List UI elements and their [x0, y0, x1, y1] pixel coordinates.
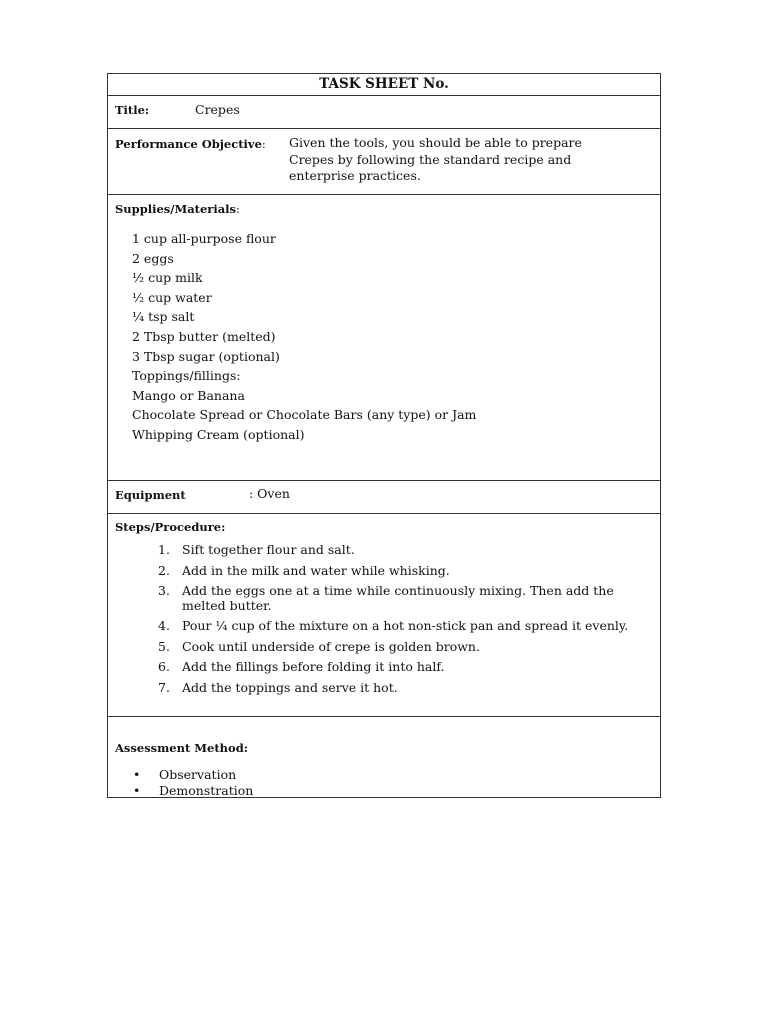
step-text: Cook until underside of crepe is golden brown. [182, 638, 480, 654]
supplies-label: Supplies/Materials: [115, 202, 240, 216]
steps-row [108, 514, 660, 717]
step-item [158, 660, 654, 675]
title-row [108, 96, 660, 129]
objective-line: Crepes by following the standard recipe and [289, 151, 572, 167]
step-text: Add the fillings before folding it into half. [182, 659, 445, 674]
title-label: Title: [115, 103, 150, 117]
task-sheet-title: TASK SHEET No. [319, 76, 449, 92]
supply-item: ½ cup milk [132, 270, 203, 286]
steps-list [158, 543, 654, 701]
supply-item: 1 cup all-purpose flour [132, 231, 276, 246]
performance-objective-label: Performance Objective: [115, 137, 266, 151]
assessment-list [133, 767, 253, 798]
step-item [158, 564, 654, 579]
step-number: 2. [158, 562, 170, 578]
supply-item: Whipping Cream (optional) [132, 426, 305, 442]
objective-line: enterprise practices. [289, 168, 421, 183]
step-number: 3. [158, 583, 170, 598]
assessment-method: Demonstration [159, 782, 254, 798]
step-text: Add the eggs one at a time while continuously mixing. Then add the melted butter. [182, 583, 614, 613]
step-number: 7. [158, 679, 170, 695]
supplies-row [108, 195, 660, 481]
assessment-method: Observation [159, 767, 237, 782]
equipment-label: Equipment [115, 488, 186, 502]
supply-item: ¼ tsp salt [132, 309, 195, 325]
objective-line: Given the tools, you should be able to prepare [289, 135, 582, 150]
step-text: Add the toppings and serve it hot. [182, 679, 398, 695]
assessment-item [133, 783, 253, 799]
assessment-row [108, 717, 660, 797]
step-text: Pour ¼ cup of the mixture on a hot non-stick pan and spread it evenly. [182, 618, 629, 633]
supply-item: 3 Tbsp sugar (optional) [132, 348, 280, 364]
equipment-value: : Oven [249, 486, 290, 501]
step-number: 4. [158, 618, 170, 633]
step-text: Sift together flour and salt. [182, 542, 355, 557]
assessment-label: Assessment Method: [115, 741, 248, 755]
performance-objective-row [108, 129, 660, 195]
step-item [158, 619, 654, 634]
supplies-list [132, 229, 476, 445]
bullet-icon: • [133, 782, 141, 798]
step-item [158, 681, 654, 696]
step-item [158, 584, 654, 613]
step-number: 6. [158, 659, 170, 674]
step-text: Add in the milk and water while whisking. [182, 562, 450, 578]
assessment-item [133, 767, 253, 783]
task-sheet-header [108, 74, 660, 96]
supply-item: Chocolate Spread or Chocolate Bars (any type) or Jam [132, 407, 477, 423]
step-number: 5. [158, 638, 170, 654]
bullet-icon: • [133, 767, 141, 782]
step-item [158, 640, 654, 655]
step-item [158, 543, 654, 558]
equipment-row [108, 481, 660, 514]
supply-item: ½ cup water [132, 289, 212, 305]
task-sheet [107, 73, 661, 798]
title-value: Crepes [195, 102, 240, 117]
supply-item: Toppings/fillings: [132, 368, 241, 384]
supply-item: 2 eggs [132, 250, 174, 266]
supply-item: Mango or Banana [132, 387, 245, 403]
supply-item: 2 Tbsp butter (melted) [132, 328, 276, 344]
steps-label: Steps/Procedure: [115, 520, 226, 534]
step-number: 1. [158, 542, 170, 557]
performance-objective-text [289, 135, 649, 185]
